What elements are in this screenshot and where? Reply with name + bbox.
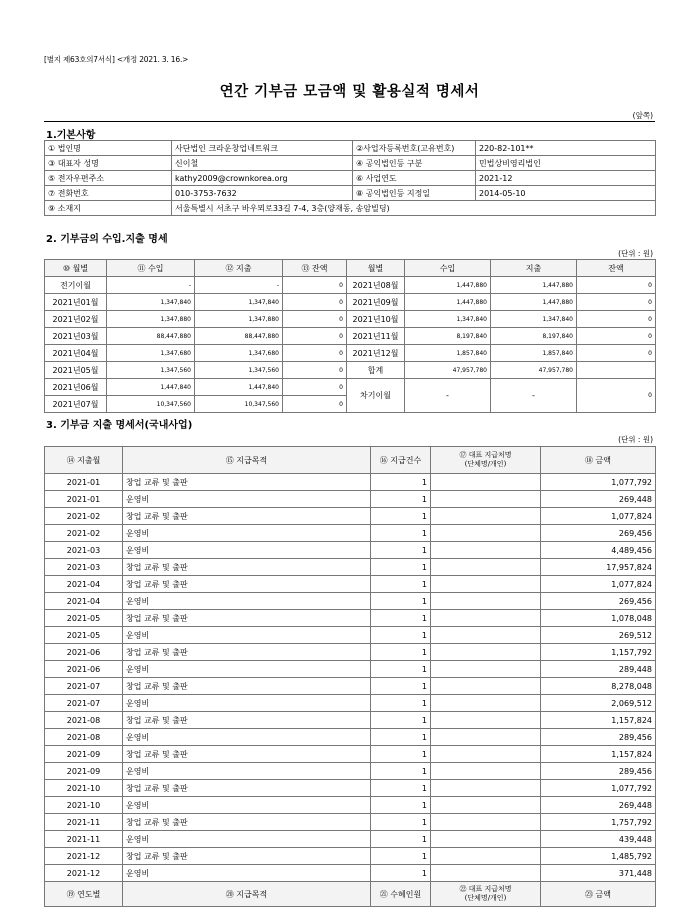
table-cell: 창업 교류 및 출판 [123,814,371,831]
table-cell [431,712,541,729]
info-value: 2021-12 [476,171,656,186]
table-cell: 창업 교류 및 출판 [123,559,371,576]
table-cell: 1 [371,661,431,678]
table-cell: 47,957,780 [491,362,577,379]
info-row [45,186,656,201]
info-value: 2014-05-10 [476,186,656,201]
table-cell: 2021년09월 [347,294,405,311]
table-cell: 1 [371,678,431,695]
table-cell: 88,447,880 [107,328,195,345]
table-cell: 269,448 [541,491,656,508]
table-cell [431,848,541,865]
info-label: ③ 대표자 성명 [45,156,172,171]
table-cell: 2021-06 [45,661,123,678]
table-cell: 창업 교류 및 출판 [123,746,371,763]
info-value: 사단법인 크라운창업네트워크 [172,141,353,156]
table-cell: 2021-05 [45,627,123,644]
table-row [45,865,656,882]
table-cell: 1,077,792 [541,474,656,491]
table-cell [431,763,541,780]
table-cell: 창업 교류 및 출판 [123,610,371,627]
table-cell: 269,456 [541,593,656,610]
table-cell: 1 [371,627,431,644]
table-cell: 1,347,840 [491,311,577,328]
table-cell: 1,157,792 [541,644,656,661]
table-cell: 289,448 [541,661,656,678]
table-row [45,311,656,328]
table-cell [431,865,541,882]
table-cell: 1,857,840 [491,345,577,362]
table-cell: 2021년06월 [45,379,107,396]
info-value: 220-82-101** [476,141,656,156]
table-row [45,559,656,576]
header-line: ㉒ 대표 지급처명 [459,885,512,893]
table-cell: 0 [577,328,656,345]
table-cell: 1 [371,746,431,763]
carry-balance: 0 [577,379,656,413]
table-cell: 47,957,780 [405,362,491,379]
table-cell [577,362,656,379]
column-header: 지출 [491,260,577,277]
table-row [45,491,656,508]
column-header: ⑮ 지급목적 [123,447,371,474]
table-cell: 1,447,840 [195,379,283,396]
expenditure-table [44,446,656,907]
column-header: ⑳ 지급목적 [123,882,371,907]
table-cell: 1,757,792 [541,814,656,831]
table-cell [431,542,541,559]
table-cell: 10,347,560 [195,396,283,413]
table-cell: - [107,277,195,294]
table-row [45,277,656,294]
table-cell: 0 [283,396,347,413]
table-cell: 2021-07 [45,695,123,712]
header-line: (단체명/개인) [464,894,507,902]
table-cell: 1,157,824 [541,746,656,763]
table-cell [431,797,541,814]
table-row [45,678,656,695]
table-cell [431,644,541,661]
info-row-address [45,201,656,216]
table-cell: 창업 교류 및 출판 [123,712,371,729]
table-cell: 1 [371,525,431,542]
column-header: ⑯ 지급건수 [371,447,431,474]
table-cell [431,474,541,491]
table-row [45,797,656,814]
table-cell: 1 [371,542,431,559]
table-cell [431,576,541,593]
table-cell [431,780,541,797]
info-row [45,141,656,156]
table-cell: 1,347,840 [107,294,195,311]
table-row [45,294,656,311]
column-header: ㉑ 수혜인원 [371,882,431,907]
table-cell: 269,512 [541,627,656,644]
basic-info-table [44,140,656,216]
carry-label: 차기이월 [347,379,405,413]
table-cell: 1 [371,593,431,610]
table-cell: 운영비 [123,627,371,644]
column-header: ㉓ 금액 [541,882,656,907]
column-header: ⑫ 지출 [195,260,283,277]
table-row [45,379,656,396]
table-cell: 2021-03 [45,542,123,559]
table-cell [431,559,541,576]
table-cell: 2021-10 [45,780,123,797]
column-header: ⑱ 금액 [541,447,656,474]
table-cell: 2021년11월 [347,328,405,345]
table-cell: 269,456 [541,525,656,542]
table-cell: 2021-11 [45,831,123,848]
header-row [45,260,656,277]
table-row [45,474,656,491]
section2-heading: 2. 기부금의 수입.지출 명세 [46,234,168,245]
table-cell: 1,077,824 [541,508,656,525]
table-cell: 1 [371,576,431,593]
section2-unit: (단위 : 원) [618,249,653,258]
header-row [45,447,656,474]
table-cell: 2021-05 [45,610,123,627]
column-header: ⑬ 잔액 [283,260,347,277]
table-cell: 4,489,456 [541,542,656,559]
table-row [45,525,656,542]
table-cell: 2021-01 [45,474,123,491]
table-cell: 2021년08월 [347,277,405,294]
table-cell: 0 [577,311,656,328]
table-cell: 269,448 [541,797,656,814]
table-cell: 2021-01 [45,491,123,508]
info-label: ④ 공익법인등 구분 [353,156,476,171]
column-header: ⑭ 지출월 [45,447,123,474]
table-cell: 0 [283,345,347,362]
table-cell: 운영비 [123,525,371,542]
table-cell: 0 [283,379,347,396]
table-cell: 1 [371,797,431,814]
table-row [45,610,656,627]
table-cell: 창업 교류 및 출판 [123,508,371,525]
table-cell: 1,347,880 [195,311,283,328]
table-row [45,542,656,559]
table-cell: 1,347,560 [195,362,283,379]
table-cell: 8,278,048 [541,678,656,695]
column-header: 월별 [347,260,405,277]
table-cell: 1 [371,763,431,780]
table-cell: 8,197,840 [491,328,577,345]
table-cell: 1,347,680 [195,345,283,362]
table-cell: 1 [371,780,431,797]
table-cell [431,661,541,678]
table-cell: 운영비 [123,831,371,848]
table-cell: 2021년10월 [347,311,405,328]
table-cell: 운영비 [123,729,371,746]
column-header: ⑲ 연도별 [45,882,123,907]
table-cell: 2021-09 [45,763,123,780]
table-cell: 2021-04 [45,593,123,610]
column-header [431,882,541,907]
table-row [45,661,656,678]
table-cell: 2021년07월 [45,396,107,413]
table-cell: 2,069,512 [541,695,656,712]
page-note: (앞쪽) [632,111,653,120]
table-cell: 0 [577,345,656,362]
table-cell: 1,157,824 [541,712,656,729]
table-cell: 창업 교류 및 출판 [123,474,371,491]
table-cell: 1 [371,814,431,831]
table-cell: 371,448 [541,865,656,882]
column-header [431,447,541,474]
table-row [45,345,656,362]
divider [44,121,655,122]
table-cell: 1,857,840 [405,345,491,362]
table-cell [431,814,541,831]
info-label: ⑤ 전자우편주소 [45,171,172,186]
table-row [45,848,656,865]
table-cell: 289,456 [541,763,656,780]
section3-heading: 3. 기부금 지출 명세서(국내사업) [46,420,193,431]
table-cell: 1,077,824 [541,576,656,593]
table-cell: 1 [371,865,431,882]
column-header: ⑪ 수입 [107,260,195,277]
table-cell [431,695,541,712]
table-cell: 1 [371,559,431,576]
table-cell: 2021년05월 [45,362,107,379]
table-cell: 2021-08 [45,712,123,729]
table-cell: 0 [283,362,347,379]
table-cell: 창업 교류 및 출판 [123,678,371,695]
table-cell: 2021년02월 [45,311,107,328]
table-cell: 1,077,792 [541,780,656,797]
carry-expense: - [491,379,577,413]
table-cell: 2021-06 [45,644,123,661]
table-cell: 1 [371,491,431,508]
section3-unit: (단위 : 원) [618,435,653,444]
table-row [45,593,656,610]
table-cell: 2021-09 [45,746,123,763]
table-cell: 1 [371,474,431,491]
table-cell: 1,347,560 [107,362,195,379]
table-cell: 1 [371,695,431,712]
table-row [45,362,656,379]
table-cell: 2021-02 [45,525,123,542]
table-row [45,695,656,712]
table-cell [431,831,541,848]
info-label: ②사업자등록번호(고유번호) [353,141,476,156]
table-cell: 2021-07 [45,678,123,695]
table-cell: 운영비 [123,491,371,508]
table-cell: 2021-10 [45,797,123,814]
table-cell [431,729,541,746]
table-cell: 439,448 [541,831,656,848]
header-line: (단체명/개인) [464,460,507,468]
info-value: 010-3753-7632 [172,186,353,201]
table-row [45,780,656,797]
table-cell: 합계 [347,362,405,379]
table-cell: 0 [577,294,656,311]
income-expense-table [44,259,656,413]
table-cell [431,678,541,695]
footer-header-row [45,882,656,907]
table-cell: 1,347,840 [405,311,491,328]
table-cell: 1 [371,644,431,661]
table-row [45,627,656,644]
table-cell: 2021-03 [45,559,123,576]
table-cell: 1,447,880 [405,294,491,311]
info-row [45,156,656,171]
table-cell [431,508,541,525]
address-value: 서울특별시 서초구 바우뫼로33길 7-4, 3층(양재동, 송암빌딩) [172,201,656,216]
table-cell: 2021년03월 [45,328,107,345]
table-cell: 창업 교류 및 출판 [123,576,371,593]
table-cell: 289,456 [541,729,656,746]
table-cell [431,593,541,610]
info-label: ① 법인명 [45,141,172,156]
document-title: 연간 기부금 모금액 및 활용실적 명세서 [219,84,480,100]
table-cell: 2021-12 [45,865,123,882]
table-row [45,729,656,746]
table-cell: 1,447,880 [491,277,577,294]
info-label: ⑦ 전화번호 [45,186,172,201]
table-cell: 전기이월 [45,277,107,294]
table-cell: 창업 교류 및 출판 [123,848,371,865]
column-header: 잔액 [577,260,656,277]
table-cell: 2021-11 [45,814,123,831]
table-cell: 1,447,840 [107,379,195,396]
table-cell [431,491,541,508]
table-cell [431,610,541,627]
column-header: ⑩ 월별 [45,260,107,277]
info-label: ⑥ 사업연도 [353,171,476,186]
form-label: [별지 제63호의7서식] <개정 2021. 3. 16.> [44,55,189,64]
info-row [45,171,656,186]
table-cell: 0 [283,328,347,345]
table-cell: 1,078,048 [541,610,656,627]
table-cell: 2021-12 [45,848,123,865]
table-cell: 2021-08 [45,729,123,746]
info-label: ⑨ 소재지 [45,201,172,216]
table-cell: 운영비 [123,593,371,610]
info-value: 신이철 [172,156,353,171]
table-row [45,831,656,848]
table-cell: 2021년12월 [347,345,405,362]
table-cell: 2021-02 [45,508,123,525]
table-cell: 1 [371,831,431,848]
table-cell: 1 [371,712,431,729]
table-cell: - [195,277,283,294]
table-cell: 88,447,880 [195,328,283,345]
table-cell: 10,347,560 [107,396,195,413]
table-cell: 0 [283,311,347,328]
table-cell: 1,447,880 [405,277,491,294]
table-cell: 창업 교류 및 출판 [123,644,371,661]
carry-income: - [405,379,491,413]
table-cell: 1,447,880 [491,294,577,311]
table-cell: 2021-04 [45,576,123,593]
info-value: kathy2009@crownkorea.org [172,171,353,186]
table-cell: 1,347,880 [107,311,195,328]
table-cell: 창업 교류 및 출판 [123,780,371,797]
table-cell: 운영비 [123,797,371,814]
table-row [45,814,656,831]
table-cell: 0 [283,277,347,294]
table-cell: 1 [371,508,431,525]
table-row [45,508,656,525]
table-cell [431,525,541,542]
table-cell: 2021년01월 [45,294,107,311]
info-value: 민법상비영리법인 [476,156,656,171]
table-cell: 운영비 [123,661,371,678]
table-cell: 운영비 [123,542,371,559]
table-row [45,712,656,729]
table-row [45,576,656,593]
header-line: ⑰ 대표 지급처명 [459,451,512,459]
table-row [45,763,656,780]
table-cell: 운영비 [123,865,371,882]
table-cell: 2021년04월 [45,345,107,362]
info-label: ⑧ 공익법인등 지정일 [353,186,476,201]
table-cell [431,746,541,763]
table-cell: 1 [371,610,431,627]
column-header: 수입 [405,260,491,277]
table-cell: 1,485,792 [541,848,656,865]
table-cell: 1,347,840 [195,294,283,311]
table-cell: 8,197,840 [405,328,491,345]
table-cell: 0 [283,294,347,311]
table-cell [431,627,541,644]
table-cell: 1 [371,729,431,746]
table-row [45,644,656,661]
table-cell: 운영비 [123,763,371,780]
table-row [45,746,656,763]
table-cell: 0 [577,277,656,294]
table-cell: 1 [371,848,431,865]
table-cell: 1,347,680 [107,345,195,362]
section1-heading: 1.기본사항 [46,130,96,141]
table-row [45,328,656,345]
table-cell: 운영비 [123,695,371,712]
table-cell: 17,957,824 [541,559,656,576]
